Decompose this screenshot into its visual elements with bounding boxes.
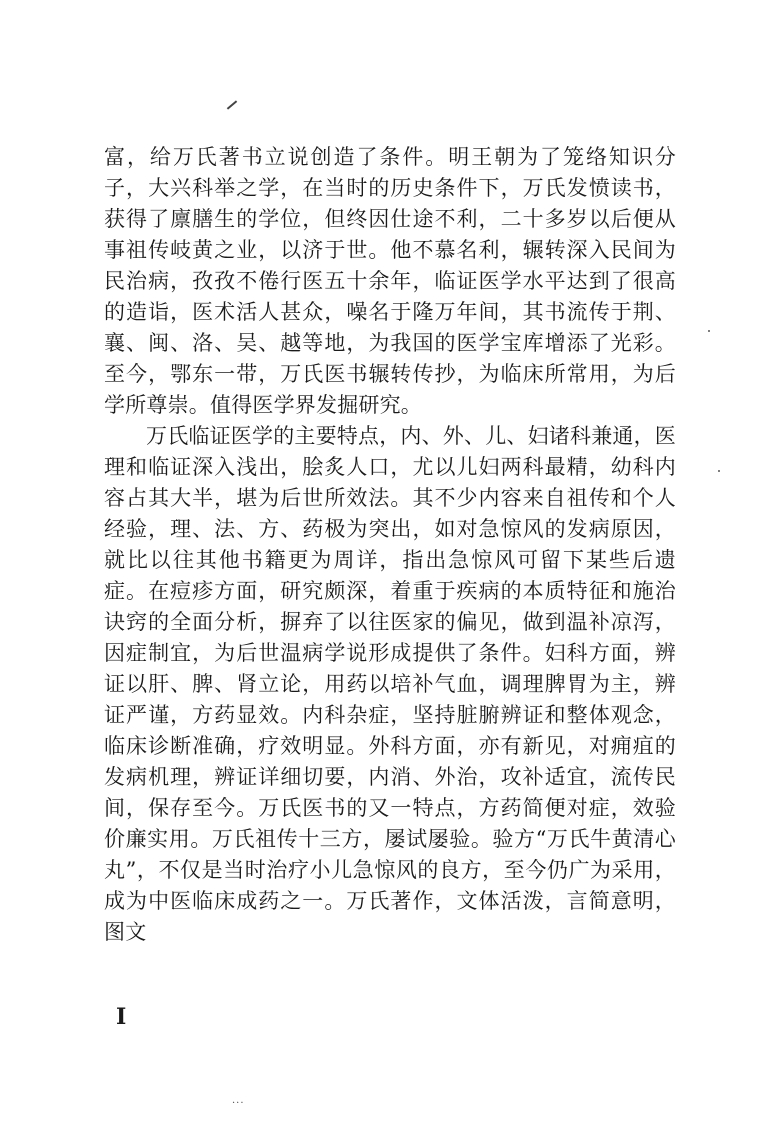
page-number: I <box>116 1004 127 1030</box>
ink-mark <box>227 100 237 109</box>
paragraph-2: 万氏临证医学的主要特点，内、外、儿、妇诸科兼通，医理和临证深入浅出，脍炙人口，尤以儿妇两科最精，幼科内容占其大半，堪为后世所效法。其不少内容来自祖传和个人经验，理、法、方、药极为突出，如对急惊风的发病原因，就比以往其他书籍更为周详，指出急惊风可留下某些后遗症。在痘疹方面，研究颇深，着重于疾病的本质特征和施治诀窍的全面分析，摒弃了以往医家的偏见，做到温补凉泻，因症制宜，为后世温病学说形成提供了条件。妇科方面，辨证以肝、脾、肾立论，用药以培补气血，调理脾胃为主，辨证严谨，方药显效。内科杂症，坚持脏腑辨证和整体观念，临床诊断准确，疗效明显。外科方面，亦有新见，对痈疽的发病机理，辨证详细切要，内消、外治，攻补适宜，流传民间，保存至今。万氏医书的又一特点，方药简便对症，效验价廉实用。万氏祖传十三方，屡试屡验。验方“万氏牛黄清心丸”，不仅是当时治疗小儿急惊风的良方，至今仍广为采用，成为中医临床成药之一。万氏著作，文体活泼，言简意明，图文 <box>104 424 676 944</box>
body-text <box>104 142 676 948</box>
bottom-marks: ··· <box>232 1098 245 1109</box>
ink-speck <box>708 330 710 332</box>
ink-speck <box>718 470 720 472</box>
paragraph-1: 富，给万氏著书立说创造了条件。明王朝为了笼络知识分子，大兴科举之学，在当时的历史条件下，万氏发愤读书，获得了廪膳生的学位，但终因仕途不利，二十多岁以后便从事祖传岐黄之业，以济于世。他不慕名利，辗转深入民间为民治病，孜孜不倦行医五十余年，临证医学水平达到了很高的造诣，医术活人甚众，噪名于隆万年间，其书流传于荆、襄、闽、洛、吴、越等地，为我国的医学宝库增添了光彩。至今，鄂东一带，万氏医书辗转传抄，为临床所常用，为后学所尊崇。值得医学界发掘研究。 <box>104 145 676 417</box>
